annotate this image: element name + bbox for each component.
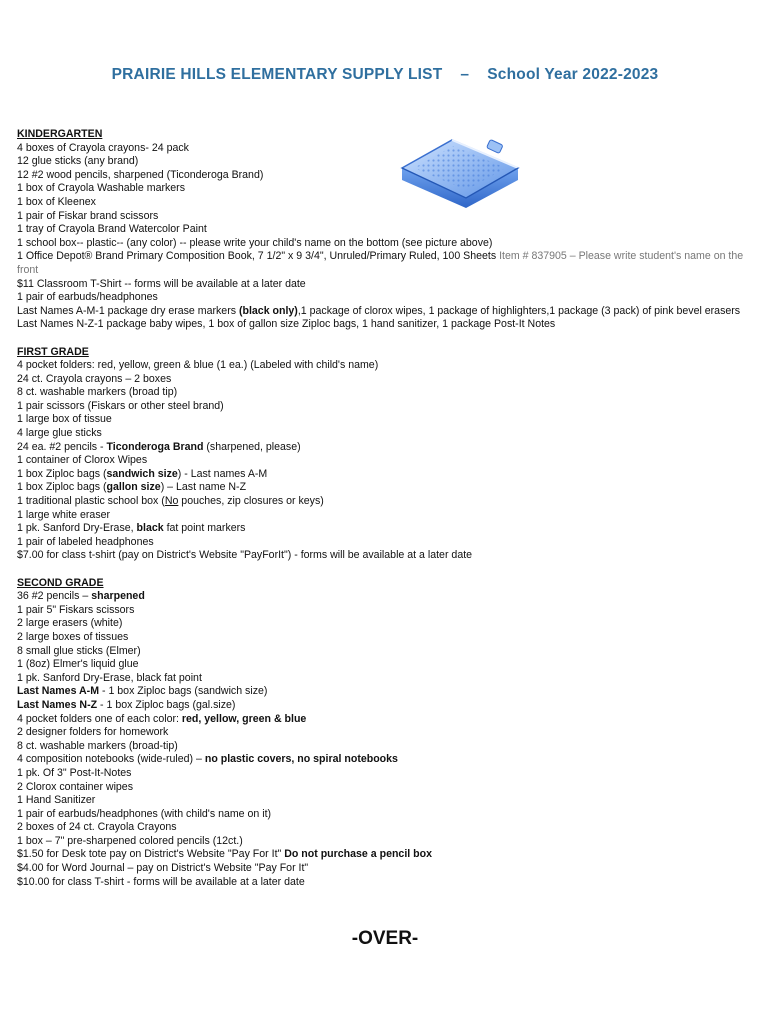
list-item: 1 box – 7" pre-sharpened colored pencils (12ct.)	[17, 834, 243, 847]
kindergarten-heading: KINDERGARTEN	[17, 128, 103, 140]
list-item: 2 large erasers (white)	[17, 617, 123, 630]
list-item: 24 ct. Crayola crayons – 2 boxes	[17, 372, 172, 385]
list-item: 2 designer folders for homework	[17, 726, 169, 739]
list-item: 12 #2 wood pencils, sharpened (Ticonderoga Brand)	[17, 168, 264, 181]
text: 4 composition notebooks (wide-ruled) –	[17, 753, 205, 766]
title-year: School Year 2022-2023	[487, 66, 659, 83]
text-bold: black	[136, 522, 164, 535]
list-item: 8 ct. washable markers (broad tip)	[17, 386, 178, 399]
list-item	[17, 753, 757, 767]
list-item: 4 boxes of Crayola crayons- 24 pack	[17, 141, 189, 154]
text-bold: Ticonderoga Brand	[106, 440, 204, 453]
list-item: $11 Classroom T-Shirt -- forms will be available at a later date	[17, 277, 306, 290]
text-bold: Last Names A-M	[17, 685, 100, 698]
list-item: 1 large box of tissue	[17, 413, 112, 426]
list-item: 1 school box-- plastic-- (any color) -- please write your child's name on the bottom (see picture above)	[17, 236, 493, 249]
text-bold: sharpened	[91, 590, 145, 603]
text: ) - Last names A-M	[177, 467, 268, 480]
title-school: PRAIRIE HILLS ELEMENTARY SUPPLY LIST	[111, 66, 443, 83]
text-bold: Last Names N-Z	[17, 698, 98, 711]
text: 1 box Ziploc bags (	[17, 467, 107, 480]
am-prefix: Last Names A-M-1 package dry erase markers	[17, 304, 239, 317]
first-grade-heading: FIRST GRADE	[17, 345, 89, 358]
list-item	[17, 250, 757, 277]
list-item: Last Names N-Z-1 package baby wipes, 1 box of gallon size Ziploc bags, 1 hand sanitizer, 1 package Post-It Notes	[17, 318, 556, 331]
list-item: 1 box of Kleenex	[17, 195, 96, 208]
list-item: $4.00 for Word Journal – pay on District's Website "Pay For It"	[17, 862, 309, 875]
text: $1.50 for Desk tote pay on District's Website "Pay For It"	[17, 848, 285, 861]
list-item: 1 container of Clorox Wipes	[17, 454, 148, 467]
text: fat point markers	[163, 522, 246, 535]
supply-list	[17, 128, 757, 889]
text: 1 traditional plastic school box (	[17, 495, 165, 508]
text: - 1 box Ziploc bags (sandwich size)	[99, 685, 268, 698]
text: pouches, zip closures or keys)	[178, 495, 324, 508]
composition-book-text: 1 Office Depot® Brand Primary Composition Book, 7 1/2" x 9 3/4", Unruled/Primary Ruled, 100 Sheets	[17, 250, 500, 263]
text-underlined: No	[164, 495, 179, 508]
list-item	[17, 522, 757, 536]
list-item: 1 pair 5" Fiskars scissors	[17, 603, 135, 616]
over-footer: -OVER-	[351, 928, 419, 949]
list-item: 1 Hand Sanitizer	[17, 794, 96, 807]
text: - 1 box Ziploc bags (gal.size)	[97, 698, 236, 711]
list-item: 2 Clorox container wipes	[17, 780, 133, 793]
am-bold: (black only)	[238, 304, 298, 317]
list-item: 1 tray of Crayola Brand Watercolor Paint	[17, 223, 207, 236]
text-bold: no plastic covers, no spiral notebooks	[204, 753, 398, 766]
text: (sharpened, please)	[203, 440, 301, 453]
text-bold: sandwich size	[106, 467, 178, 480]
composition-book-note: Item # 837905 – Please write student's name on the front	[17, 250, 744, 276]
list-item	[17, 848, 757, 862]
list-item: $10.00 for class T-shirt - forms will be available at a later date	[17, 875, 305, 888]
list-item: 1 (8oz) Elmer's liquid glue	[17, 658, 139, 671]
second-grade-heading: SECOND GRADE	[17, 576, 104, 589]
list-item	[17, 685, 757, 699]
list-item: 1 pair scissors (Fiskars or other steel brand)	[17, 399, 224, 412]
text: 4 pocket folders one of each color:	[17, 712, 182, 725]
text-bold: red, yellow, green & blue	[181, 712, 307, 725]
list-item: 1 pair of earbuds/headphones	[17, 291, 158, 304]
text-bold: Do not purchase a pencil box	[284, 848, 432, 861]
list-item: 1 pair of labeled headphones	[17, 535, 154, 548]
list-item: 1 pk. Sanford Dry-Erase, black fat point	[17, 671, 202, 684]
list-item	[17, 590, 757, 604]
list-item: 1 pair of Fiskar brand scissors	[17, 209, 159, 222]
list-item: 1 pair of earbuds/headphones (with child's name on it)	[17, 807, 272, 820]
list-item: 1 large white eraser	[17, 508, 111, 521]
list-item: 2 large boxes of tissues	[17, 630, 129, 643]
list-item	[17, 481, 757, 495]
list-item	[17, 305, 757, 319]
list-item: 1 box of Crayola Washable markers	[17, 182, 185, 195]
page-title	[0, 66, 770, 84]
text: 1 box Ziploc bags (	[17, 481, 107, 494]
list-item: 4 pocket folders: red, yellow, green & blue (1 ea.) (Labeled with child's name)	[17, 359, 379, 372]
list-item	[17, 713, 757, 727]
text: ) – Last name N-Z	[160, 481, 247, 494]
list-item: 8 ct. washable markers (broad-tip)	[17, 739, 178, 752]
list-item	[17, 699, 757, 713]
list-item: 8 small glue sticks (Elmer)	[17, 644, 141, 657]
list-item: $7.00 for class t-shirt (pay on District's Website "PayForIt") - forms will be available at a later date	[17, 549, 473, 562]
list-item	[17, 468, 757, 482]
text: 36 #2 pencils –	[17, 590, 92, 603]
list-item: 1 pk. Of 3" Post-It-Notes	[17, 766, 132, 779]
text-bold: gallon size	[106, 481, 161, 494]
am-suffix: ,1 package of clorox wipes, 1 package of highlighters,1 package (3 pack) of pink bevel erasers	[297, 304, 741, 317]
list-item: 2 boxes of 24 ct. Crayola Crayons	[17, 821, 177, 834]
title-dash: –	[460, 66, 470, 83]
text: 24 ea. #2 pencils -	[17, 440, 107, 453]
list-item	[17, 441, 757, 455]
list-item	[17, 495, 757, 509]
list-item: 4 large glue sticks	[17, 427, 102, 440]
list-item: 12 glue sticks (any brand)	[17, 155, 139, 168]
text: 1 pk. Sanford Dry-Erase,	[17, 522, 137, 535]
